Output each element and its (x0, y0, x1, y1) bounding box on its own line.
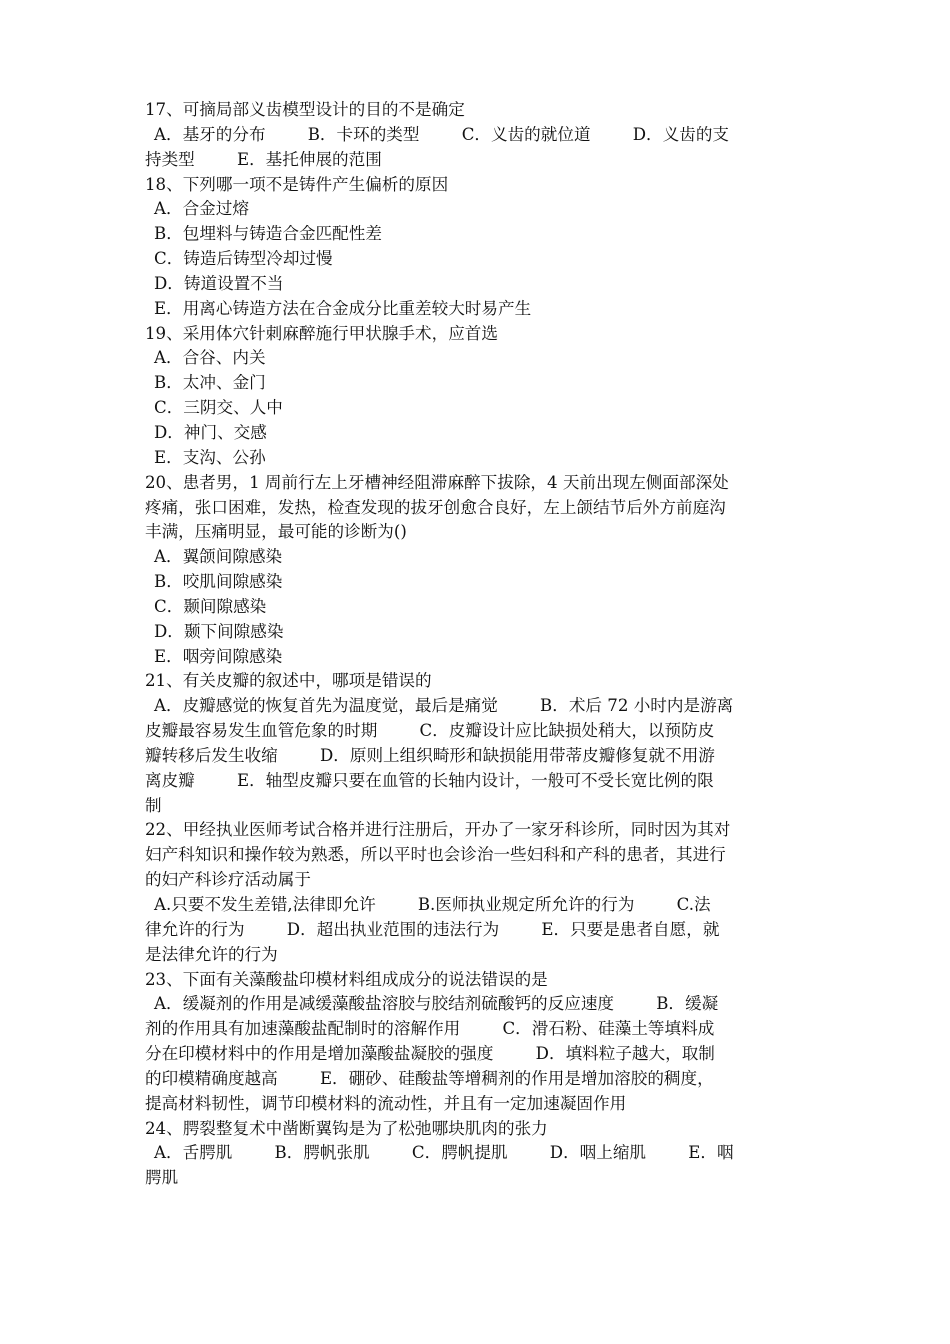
answer-option-line: A．舌腭肌 B．腭帆张肌 C．腭帆提肌 D．咽上缩肌 E．咽 (154, 1143, 734, 1163)
question-text-line: 23、下面有关藻酸盐印模材料组成成分的说法错误的是 (145, 969, 548, 989)
answer-option-line: A．合金过熔 (154, 199, 249, 219)
question-text-line: 19、采用体穴针刺麻醉施行甲状腺手术，应首选 (145, 323, 498, 343)
answer-option-line: E．支沟、公孙 (154, 447, 266, 467)
question-text-line: 制 (145, 795, 162, 815)
answer-option-line: A．基牙的分布 B．卡环的类型 C．义齿的就位道 D．义齿的支 (154, 124, 730, 144)
question-text-line: 皮瓣最容易发生血管危象的时期 C．皮瓣设计应比缺损处稍大，以预防皮 (145, 721, 715, 741)
answer-option-line: C．颞间隙感染 (154, 596, 267, 616)
question-text-line: 的妇产科诊疗活动属于 (145, 870, 311, 890)
question-text-line: 疼痛，张口困难，发热，检查发现的拔牙创愈合良好，左上颌结节后外方前庭沟 (145, 497, 726, 517)
answer-option-line: D．颞下间隙感染 (154, 621, 284, 641)
answer-option-line: D．铸道设置不当 (154, 273, 284, 293)
question-text-line: 妇产科知识和操作较为熟悉，所以平时也会诊治一些妇科和产科的患者，其进行 (145, 845, 726, 865)
question-text-line: 24、腭裂整复术中凿断翼钩是为了松弛哪块肌肉的张力 (145, 1118, 548, 1138)
answer-option-line: A．合谷、内关 (154, 348, 266, 368)
question-text-line: 提高材料韧性，调节印模材料的流动性，并且有一定加速凝固作用 (145, 1093, 627, 1113)
question-text-line: 20、患者男，1 周前行左上牙槽神经阻滞麻醉下拔除，4 天前出现左侧面部深处 (145, 472, 729, 492)
question-text-line: 是法律允许的行为 (145, 944, 278, 964)
question-text-line: 22、甲经执业医师考试合格并进行注册后，开办了一家牙科诊所，同时因为其对 (145, 820, 731, 840)
answer-option-line: A．皮瓣感觉的恢复首先为温度觉，最后是痛觉 B．术后 72 小时内是游离 (154, 696, 734, 716)
answer-option-line: D．神门、交感 (154, 422, 267, 442)
question-text-line: 瓣转移后发生收缩 D．原则上组织畸形和缺损能用带蒂皮瓣修复就不用游 (145, 745, 715, 765)
question-text-line: 的印模精确度越高 E．硼砂、硅酸盐等增稠剂的作用是增加溶胶的稠度， (145, 1068, 714, 1088)
answer-option-line: E．咽旁间隙感染 (154, 646, 283, 666)
question-text-line: 离皮瓣 E．轴型皮瓣只要在血管的长轴内设计，一般可不受长宽比例的限 (145, 770, 714, 790)
answer-option-line: B．太冲、金门 (154, 373, 266, 393)
question-text-line: 剂的作用具有加速藻酸盐配制时的溶解作用 C．滑石粉、硅藻土等填料成 (145, 1019, 715, 1039)
question-text-line: 18、下列哪一项不是铸件产生偏析的原因 (145, 174, 449, 194)
answer-option-line: B．包埋料与铸造合金匹配性差 (154, 224, 382, 244)
answer-option-line: C．铸造后铸型冷却过慢 (154, 249, 333, 269)
answer-option-line: A．缓凝剂的作用是减缓藻酸盐溶胶与胶结剂硫酸钙的反应速度 B．缓凝 (154, 994, 719, 1014)
answer-option-line: C．三阴交、人中 (154, 398, 283, 418)
question-text-line: 持类型 E．基托伸展的范围 (145, 149, 382, 169)
question-text-line: 21、有关皮瓣的叙述中，哪项是错误的 (145, 671, 432, 691)
answer-option-line: A.只要不发生差错,法律即允许 B.医师执业规定所允许的行为 C.法 (154, 895, 711, 914)
question-text-line: 律允许的行为 D．超出执业范围的违法行为 E．只要是患者自愿，就 (145, 919, 720, 939)
question-text-line: 丰满，压痛明显，最可能的诊断为() (145, 522, 407, 542)
question-text-line: 分在印模材料中的作用是增加藻酸盐凝胶的强度 D．填料粒子越大，取制 (145, 1044, 715, 1064)
document-body (145, 98, 813, 1191)
answer-option-line: E．用离心铸造方法在合金成分比重差较大时易产生 (154, 298, 532, 318)
answer-option-line: B．咬肌间隙感染 (154, 572, 283, 592)
question-text-line: 腭肌 (145, 1168, 179, 1188)
answer-option-line: A．翼颌间隙感染 (154, 547, 283, 567)
question-text-line: 17、可摘局部义齿模型设计的目的不是确定 (145, 100, 465, 119)
